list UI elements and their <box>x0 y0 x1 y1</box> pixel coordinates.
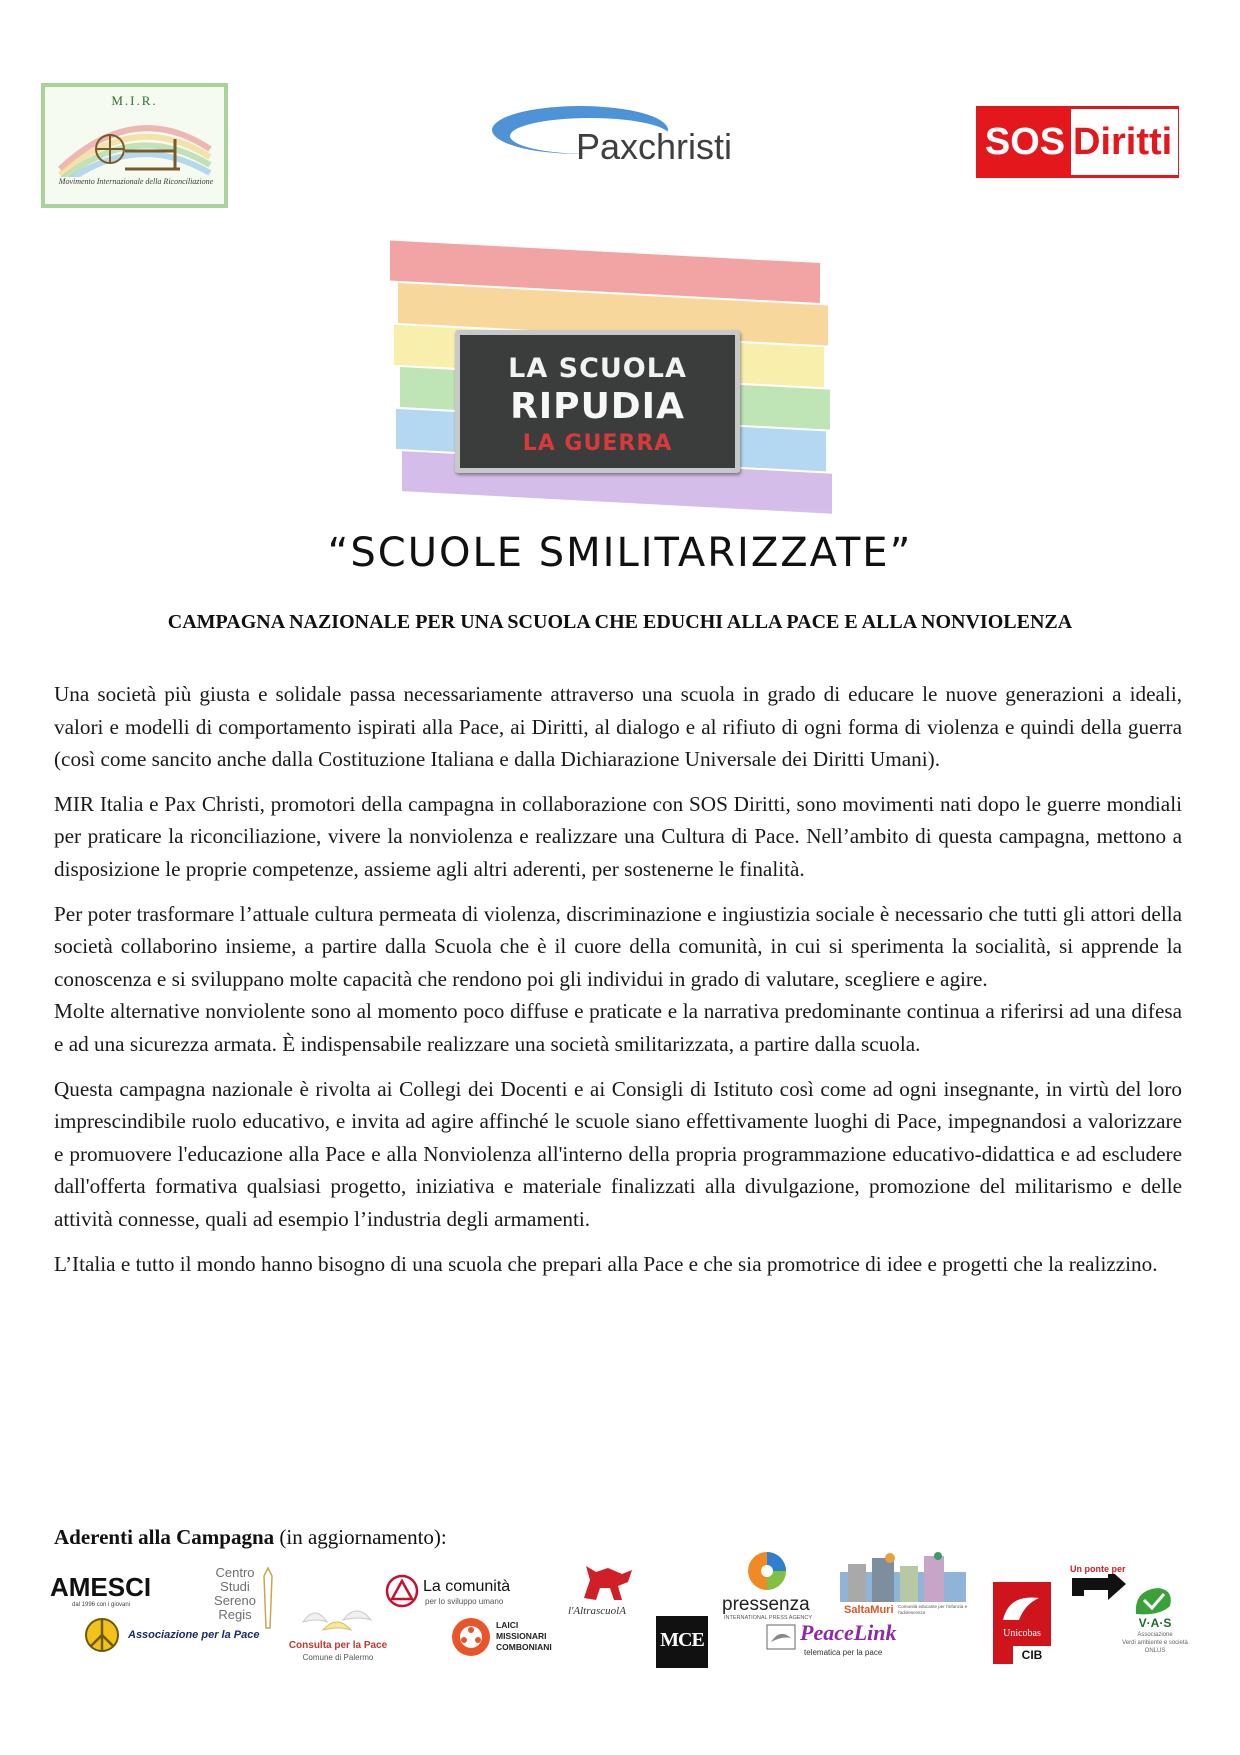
associazione-per-la-pace-text: Associazione per la Pace <box>128 1629 260 1641</box>
banner-line-2: RIPUDIA <box>510 386 685 427</box>
aderenti-note: (in aggiornamento): <box>274 1525 447 1549</box>
pressenza-subtext: INTERNATIONAL PRESS AGENCY <box>724 1615 813 1621</box>
amesci-subtext: dal 1996 con i giovani <box>72 1602 131 1608</box>
laici-missionari-comboniani-text: LAICI MISSIONARI COMBONIANI <box>496 1620 552 1652</box>
consulta-per-la-pace-logo <box>283 1600 393 1664</box>
paragraph: Per poter trasformare l’attuale cultura permeata di violenza, discriminazione e ingiustizia sociale è necessario che tutti gli attori della società collaborino insieme, a partire dalla Scuola che è il cuore della comunità, in cui si sperimenta la socialità, si apprende la conoscenza e si sviluppano molte capacità che rendono poi gli individui in grado di valutare, scegliere e agire. <box>54 901 1182 991</box>
pressenza-circle-icon <box>744 1550 790 1592</box>
mir-logo-title: M.I.R. <box>111 93 158 108</box>
mir-logo <box>41 83 228 208</box>
unicobas-logo <box>993 1582 1051 1664</box>
vas-subtext-1: Associazione <box>1137 1632 1173 1638</box>
vas-logo <box>1110 1586 1200 1666</box>
chalkboard-banner <box>455 330 740 473</box>
banner-line-1: LA SCUOLA <box>508 353 687 384</box>
saltamuri-subtext: Comunità educante per l'infanzia e l'adolescenza <box>898 1604 968 1615</box>
laici-missionari-comboniani-logo <box>450 1616 580 1658</box>
la-comunita-logo <box>385 1574 535 1610</box>
amesci-logo <box>50 1572 150 1612</box>
paragraph: Molte alternative nonviolente sono al momento poco diffuse e praticate e la narrativa predominante continua a riferirsi ad una difesa e ad una sicurezza armata. È indispensabile realizzare una società smilitarizzata, a partire dalla scuola. <box>54 999 1182 1056</box>
cib-text: CIB <box>1013 1646 1051 1664</box>
banner-line-3: LA GUERRA <box>522 431 673 456</box>
vas-subtext-3: ONLUS <box>1144 1648 1166 1654</box>
altrascuola-text: l'AltrascuolA <box>568 1605 626 1617</box>
laici-missionari-comboniani-icon <box>450 1616 492 1658</box>
amesci-text: AMESCI <box>50 1572 152 1602</box>
sos-text: SOS <box>979 109 1071 175</box>
paragraph: L’Italia e tutto il mondo hanno bisogno di una scuola che prepari alla Pace e che sia promotrice di idee e progetti che la realizzino. <box>54 1251 1158 1276</box>
diritti-text: Diritti <box>1071 109 1178 175</box>
aderenti-label: Aderenti alla Campagna <box>54 1525 275 1549</box>
peacelink-text: PeaceLink <box>800 1620 897 1645</box>
pressenza-logo <box>722 1550 822 1622</box>
consulta-per-la-pace-text: Consulta per la Pace <box>288 1640 388 1651</box>
peacelink-dove-icon <box>766 1624 796 1650</box>
body-text <box>54 678 1182 1292</box>
unicobas-flag-icon <box>999 1590 1045 1624</box>
mce-text: MCE <box>660 1629 704 1651</box>
page-title: “SCUOLE SMILITARIZZATE” <box>327 530 913 576</box>
mce-logo <box>656 1616 708 1668</box>
vas-subtext-2: Verdi ambiente e società <box>1122 1640 1188 1646</box>
mir-rainbow-icon <box>55 109 215 177</box>
peacelink-logo <box>766 1620 916 1660</box>
saltamuri-text: SaltaMuri <box>844 1604 894 1616</box>
centro-studi-text: Centro Studi Sereno Regis <box>214 1565 256 1622</box>
paxchristi-logo <box>490 100 750 190</box>
un-ponte-per-text: Un ponte per <box>1070 1564 1126 1574</box>
saltamuri-wall-icon <box>838 1552 968 1604</box>
la-comunita-text: La comunità <box>423 1578 511 1595</box>
altrascuola-horse-icon <box>578 1558 638 1602</box>
vas-leaf-icon <box>1130 1586 1176 1616</box>
la-comunita-subtext: per lo sviluppo umano <box>425 1597 504 1606</box>
saltamuri-logo <box>838 1552 968 1624</box>
peace-symbol-icon <box>82 1616 122 1654</box>
centro-studi-figure-icon <box>261 1566 275 1630</box>
aderenti-heading <box>54 1525 447 1550</box>
page-subtitle: CAMPAGNA NAZIONALE PER UNA SCUOLA CHE EDUCHI ALLA PACE E ALLA NONVIOLENZA <box>167 611 1073 633</box>
paragraph: MIR Italia e Pax Christi, promotori della campagna in collaborazione con SOS Diritti, sono movimenti nati dopo le guerre mondiali per praticare la riconciliazione, vivere la nonviolenza e realizzare una Cultura di Pace. Nell’ambito di questa campagna, mettono a disposizione le proprie competenze, assieme agli altri aderenti, per sostenerne le finalità. <box>54 791 1182 881</box>
pressenza-text: pressenza <box>722 1594 810 1615</box>
paxchristi-text: Paxchristi <box>576 126 733 167</box>
vas-text: V·A·S <box>1138 1616 1172 1630</box>
comune-di-palermo-text: Comune di Palermo <box>302 1653 374 1662</box>
doves-icon <box>293 1600 383 1638</box>
associazione-per-la-pace-logo <box>82 1616 262 1654</box>
mir-logo-subtitle: Movimento Internazionale della Riconciliazione <box>58 177 214 186</box>
sosdiritti-logo <box>976 106 1179 178</box>
peacelink-subtext: telematica per la pace <box>804 1648 883 1657</box>
paragraph: Questa campagna nazionale è rivolta ai Collegi dei Docenti e ai Consigli di Istituto così come ad ogni insegnante, in virtù del loro imprescindibile ruolo educativo, e invita ad agire affinché le scuole siano effettivamente luoghi di Pace, impegnandosi a valorizzare e promuovere l'educazione alla Pace e alla Nonviolenza all'interno della propria programmazione educativo-didattica e ad escludere dall'offerta formativa qualsiasi progetto, iniziativa e materiale finalizzati alla divulgazione, promozione del militarismo e delle attività connesse, quali ad esempio l’industria degli armamenti. <box>54 1076 1182 1231</box>
unicobas-text: Unicobas <box>1003 1628 1041 1639</box>
altrascuola-logo <box>568 1558 648 1622</box>
paragraph: Una società più giusta e solidale passa necessariamente attraverso una scuola in grado di educare le nuove generazioni a ideali, valori e modelli di comportamento ispirati alla Pace, ai Diritti, al dialogo e al rifiuto di ogni forma di violenza e quindi della guerra (così come sancito anche dalla Costituzione Italiana e dalla Dichiarazione Universale dei Diritti Umani). <box>54 682 1182 772</box>
